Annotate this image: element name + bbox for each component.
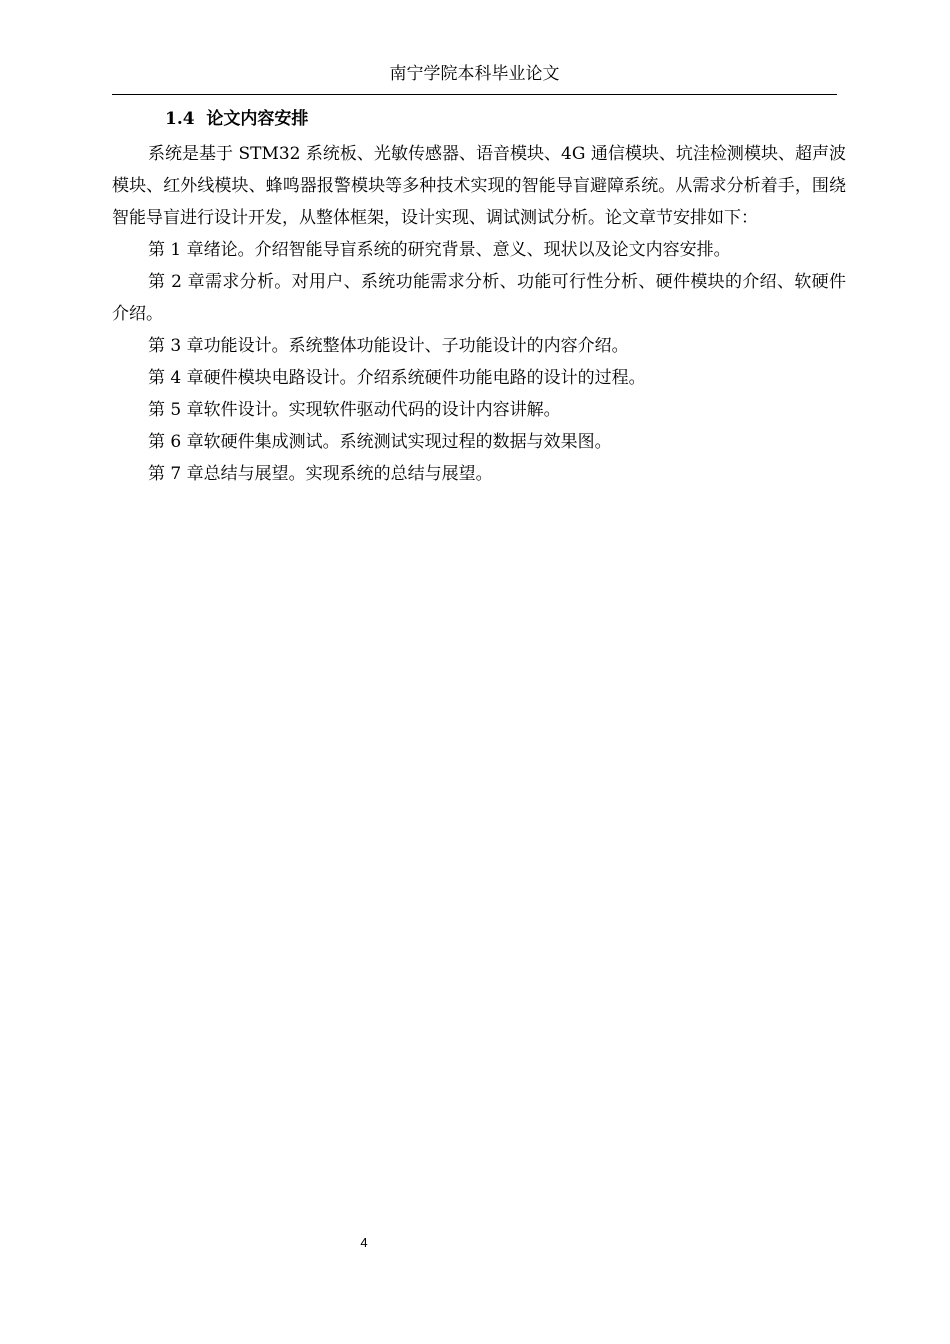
chapter-5-paragraph: 第 5 章软件设计。实现软件驱动代码的设计内容讲解。 [148, 400, 561, 420]
chapter-4-paragraph: 第 4 章硬件模块电路设计。介绍系统硬件功能电路的设计的过程。 [148, 368, 646, 388]
body-text [112, 138, 846, 490]
intro-paragraph: 系统是基于 STM32 系统板、光敏传感器、语音模块、4G 通信模块、坑洼检测模块、超声波模块、红外线模块、蜂鸣器报警模块等多种技术实现的智能导盲避障系统。从需求分析着手，围绕智能导盲进行设计开发，从整体框架，设计实现、调试测试分析。论文章节安排如下： [112, 144, 846, 228]
chapter-6-paragraph: 第 6 章软硬件集成测试。系统测试实现过程的数据与效果图。 [148, 432, 612, 452]
header-divider [112, 94, 837, 95]
page-header: 南宁学院本科毕业论文 [389, 64, 560, 84]
page-number: 4 [360, 1235, 368, 1250]
chapter-2-paragraph: 第 2 章需求分析。对用户、系统功能需求分析、功能可行性分析、硬件模块的介绍、软硬件介绍。 [112, 272, 846, 324]
section-heading [165, 107, 308, 131]
chapter-3-paragraph: 第 3 章功能设计。系统整体功能设计、子功能设计的内容介绍。 [148, 336, 629, 356]
section-number: 1.4 [165, 109, 195, 129]
chapter-7-paragraph: 第 7 章总结与展望。实现系统的总结与展望。 [148, 464, 493, 484]
chapter-1-paragraph: 第 1 章绪论。介绍智能导盲系统的研究背景、意义、现状以及论文内容安排。 [148, 240, 731, 260]
section-title: 论文内容安排 [206, 109, 309, 129]
